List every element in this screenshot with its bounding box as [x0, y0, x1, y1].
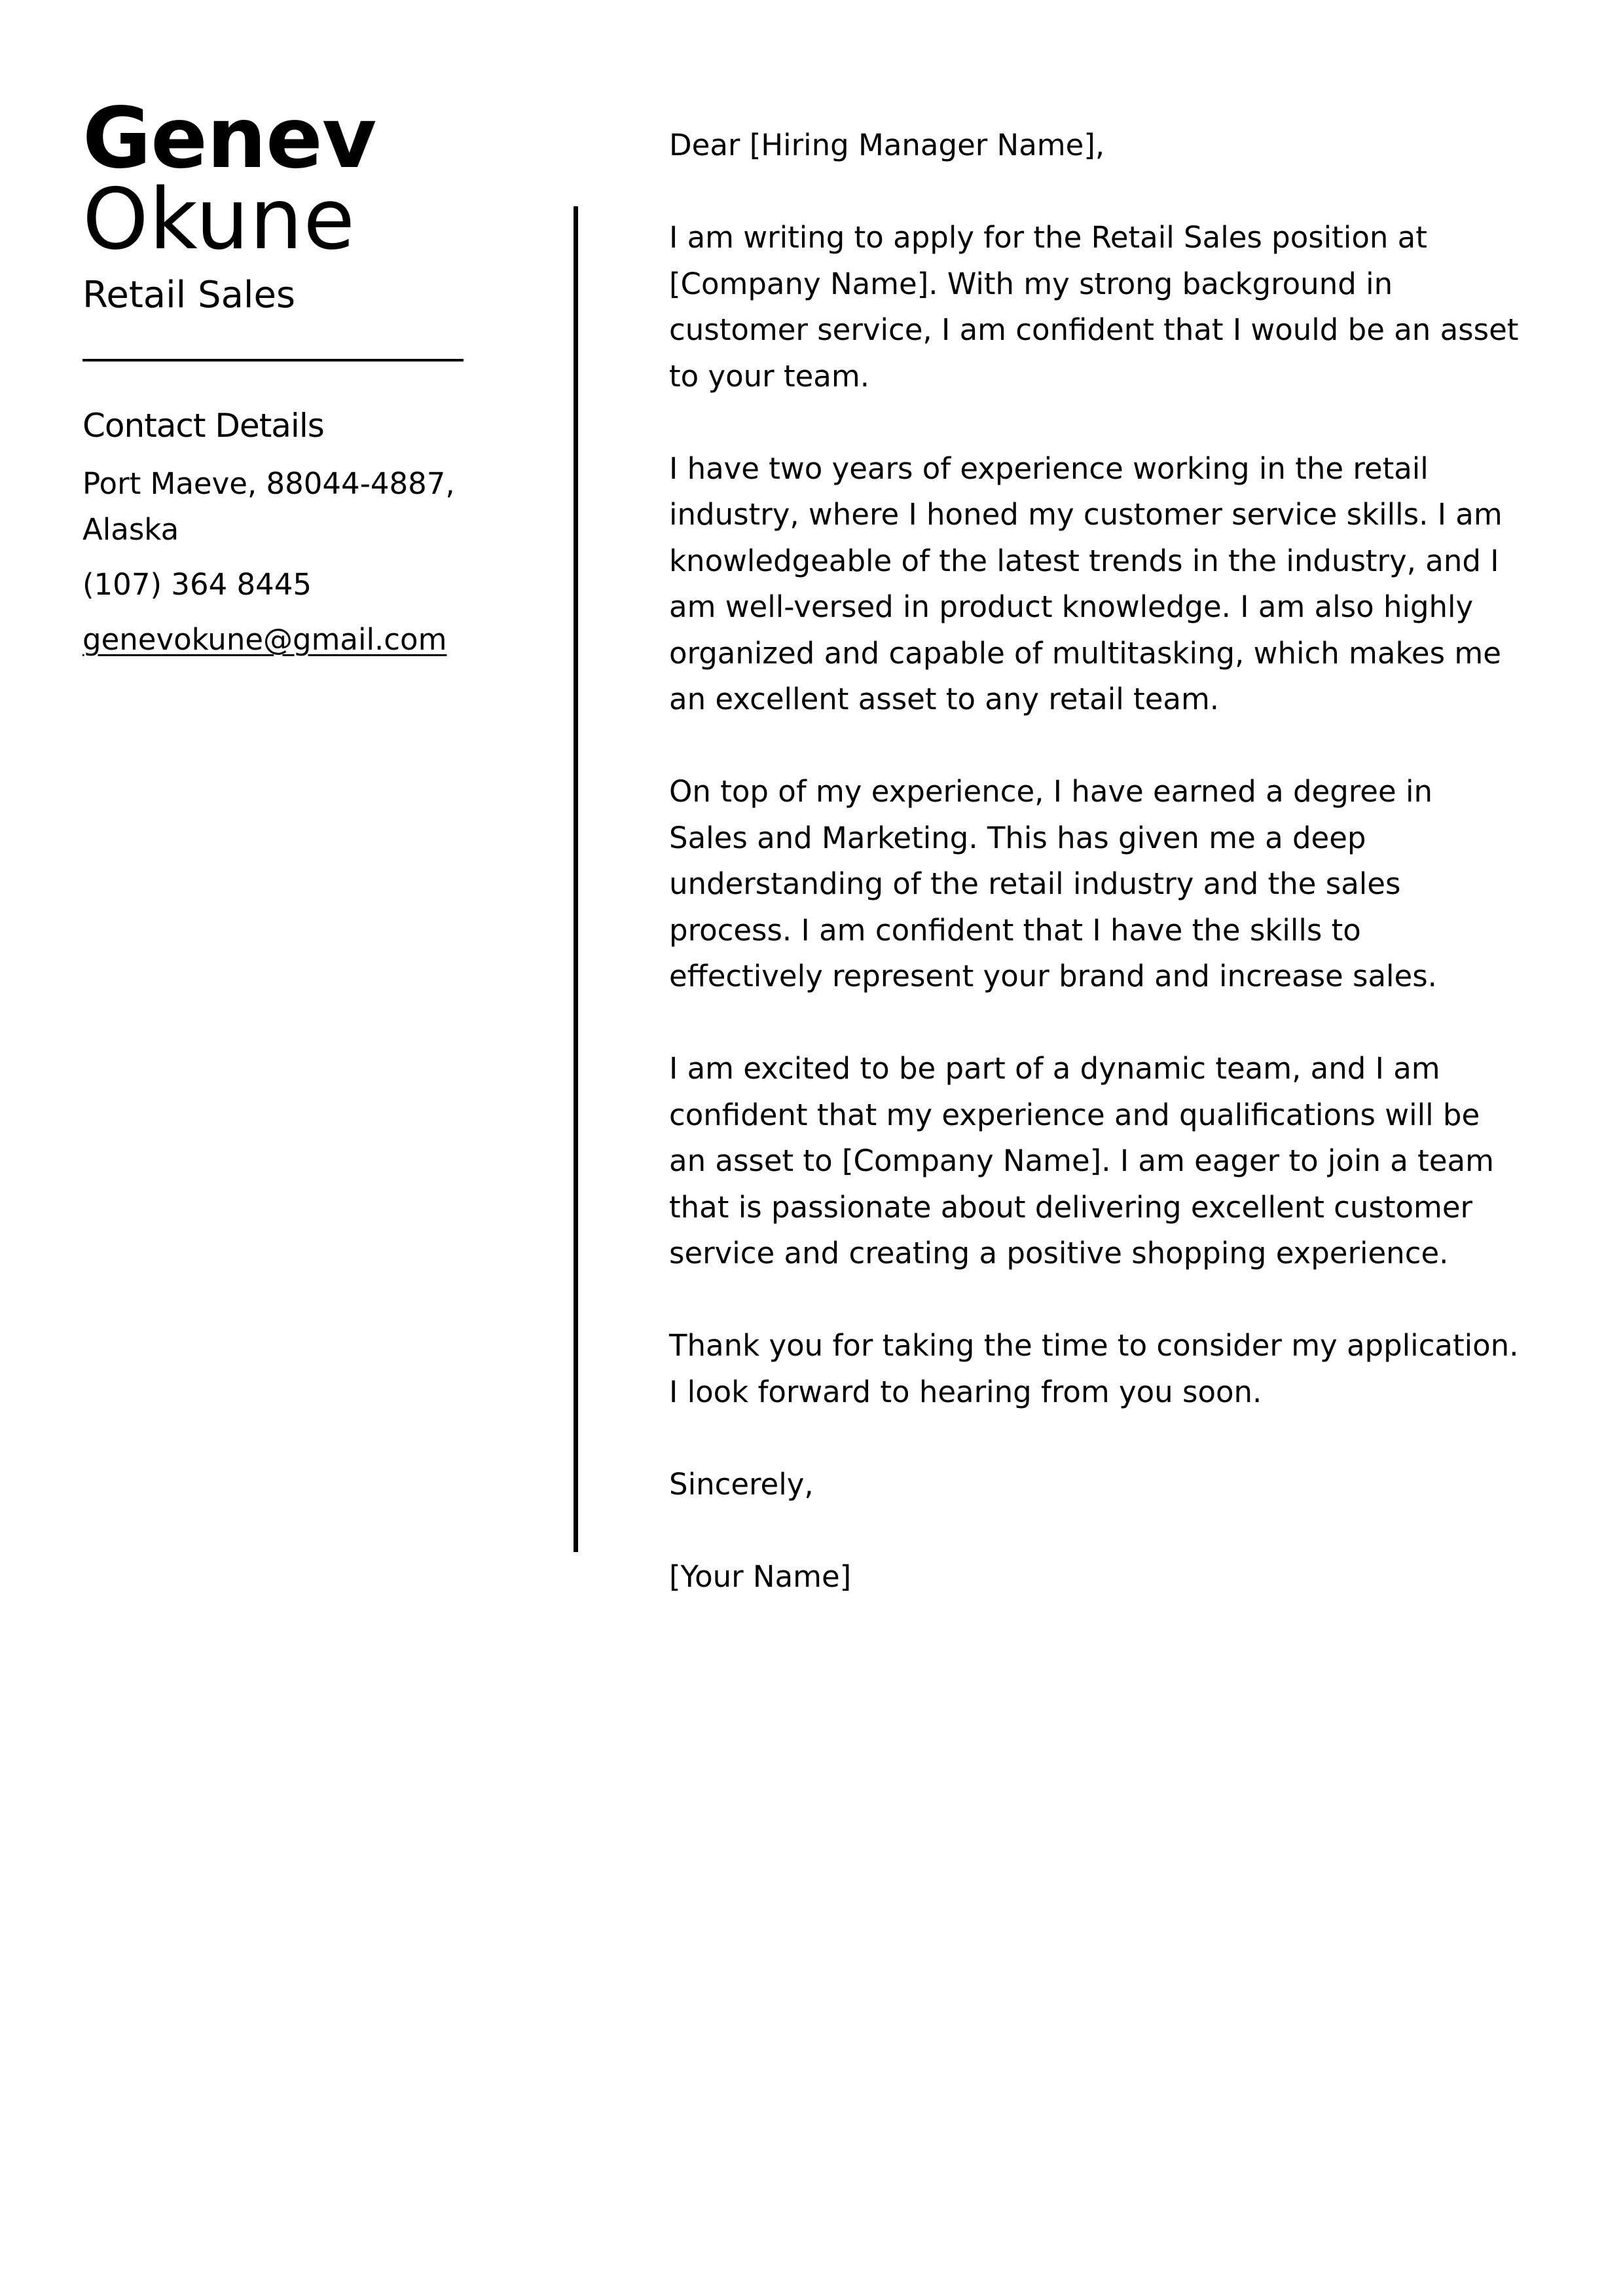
sidebar: [82, 90, 469, 663]
paragraph-1: I am writing to apply for the Retail Sales position at [Company Name]. With my strong background in customer service, I am confident that I would be an asset to your team.: [669, 220, 1519, 394]
last-name: Okune: [82, 171, 356, 268]
letter-body: [669, 122, 1520, 1646]
contact-address: Port Maeve, 88044-4887, Alaska: [82, 466, 455, 547]
paragraph-4: I am excited to be part of a dynamic team, and I am confident that my experience and qualifications will be an asset to [Company Name]. I am eager to join a team that is passionate about delivering excellent customer service and creating a positive shopping experience.: [669, 1051, 1494, 1270]
vertical-divider: [574, 206, 578, 1552]
contact-phone: (107) 364 8445: [82, 567, 312, 602]
paragraph-5: Thank you for taking the time to consider my application. I look forward to hearing from you soon.: [669, 1328, 1519, 1409]
paragraph-3: On top of my experience, I have earned a degree in Sales and Marketing. This has given me a deep understanding of the retail industry and the sales process. I am confident that I have the skills to effectively represent your brand and increase sales.: [669, 774, 1437, 993]
paragraph-2: I have two years of experience working in the retail industry, where I honed my customer service skills. I am knowledgeable of the latest trends in the industry, and I am well-versed in product knowledge. I am also highly organized and capable of multitasking, which makes me an excellent asset to any retail team.: [669, 451, 1503, 716]
contact-email[interactable]: [82, 617, 469, 663]
contact-heading: Contact Details: [82, 407, 324, 445]
first-name: Genev: [82, 90, 376, 187]
email-link[interactable]: genevokune@gmail.com: [82, 622, 447, 657]
sidebar-divider: [82, 359, 464, 361]
closing: Sincerely,: [669, 1466, 814, 1502]
salutation: Dear [Hiring Manager Name],: [669, 128, 1105, 162]
job-title: Retail Sales: [82, 274, 296, 316]
signature: [Your Name]: [669, 1559, 852, 1594]
